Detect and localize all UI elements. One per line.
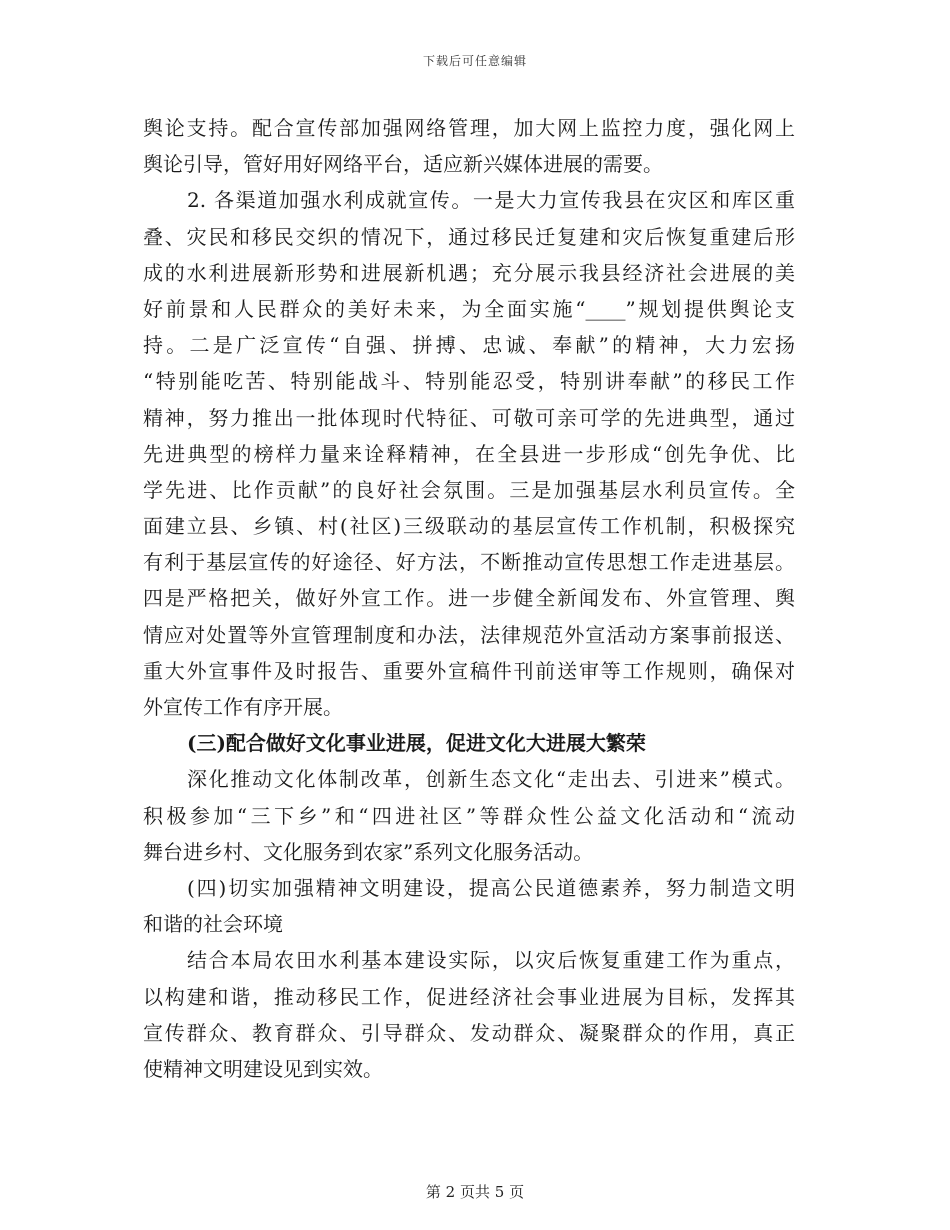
text-line: 宣传群众、教育群众、引导群众、发动群众、凝聚群众的作用，真正 <box>143 1020 795 1045</box>
page-header: 下载后可任意编辑 <box>422 54 527 68</box>
text-line: 2. 各渠道加强水利成就宣传。一是大力宣传我县在灾区和库区重 <box>187 188 795 213</box>
text-line: 有利于基层宣传的好途径、好方法，不断推动宣传思想工作走进基层。 <box>143 550 795 575</box>
text-line: 舆论支持。配合宣传部加强网络管理，加大网上监控力度，强化网上 <box>143 116 795 140</box>
text-line: 重大外宣事件及时报告、重要外宣稿件刊前送审等工作规则，确保对 <box>143 658 795 683</box>
text-line: 学先进、比作贡献”的良好社会氛围。三是加强基层水利员宣传。全 <box>143 477 795 502</box>
text-line: “特别能吃苦、特别能战斗、特别能忍受，特别讲奉献”的移民工作 <box>143 369 795 394</box>
document-body <box>143 110 795 1087</box>
text-line: 舞台进乡村、文化服务到农家”系列文化服务活动。 <box>143 839 594 864</box>
text-line: 叠、灾民和移民交织的情况下，通过移民迁复建和灾后恢复重建后形 <box>143 224 795 249</box>
text-line: 好前景和人民群众的美好未来，为全面实施“____”规划提供舆论支 <box>143 296 795 321</box>
text-line: 精神，努力推出一批体现时代特征、可敬可亲可学的先进典型，通过 <box>143 405 795 430</box>
text-line: 面建立县、乡镇、村(社区)三级联动的基层宣传工作机制，积极探究 <box>143 514 795 539</box>
text-line: 情应对处置等外宣管理制度和办法，法律规范外宣活动方案事前报送、 <box>143 622 795 647</box>
text-line: 结合本局农田水利基本建设实际，以灾后恢复重建工作为重点， <box>187 948 795 973</box>
text-line: 积极参加“三下乡”和“四进社区”等群众性公益文化活动和“流动 <box>143 803 795 828</box>
text-line: 四是严格把关，做好外宣工作。进一步健全新闻发布、外宣管理、舆 <box>143 586 795 611</box>
text-line: 以构建和谐，推动移民工作，促进经济社会事业进展为目标，发挥其 <box>143 984 795 1009</box>
text-line: 持。二是广泛宣传“自强、拼搏、忠诚、奉献”的精神，大力宏扬 <box>143 333 795 358</box>
text-line: (四)切实加强精神文明建设，提高公民道德素养，努力制造文明 <box>187 875 795 900</box>
section-heading: (三)配合做好文化事业进展，促进文化大进展大繁荣 <box>187 731 646 756</box>
text-line: 深化推动文化体制改革，创新生态文化“走出去、引进来”模式。 <box>187 767 795 792</box>
text-line: 和谐的社会环境 <box>143 912 283 937</box>
text-line: 外宣传工作有序开展。 <box>143 695 343 719</box>
text-line: 舆论引导，管好用好网络平台，适应新兴媒体进展的需要。 <box>143 152 663 177</box>
text-line: 成的水利进展新形势和进展新机遇；充分展示我县经济社会进展的美 <box>143 260 795 285</box>
text-line: 先进典型的榜样力量来诠释精神，在全县进一步形成“创先争优、比 <box>143 441 795 466</box>
text-line: 使精神文明建设见到实效。 <box>143 1056 383 1081</box>
page-number: 第 2 页共 5 页 <box>425 1183 525 1201</box>
